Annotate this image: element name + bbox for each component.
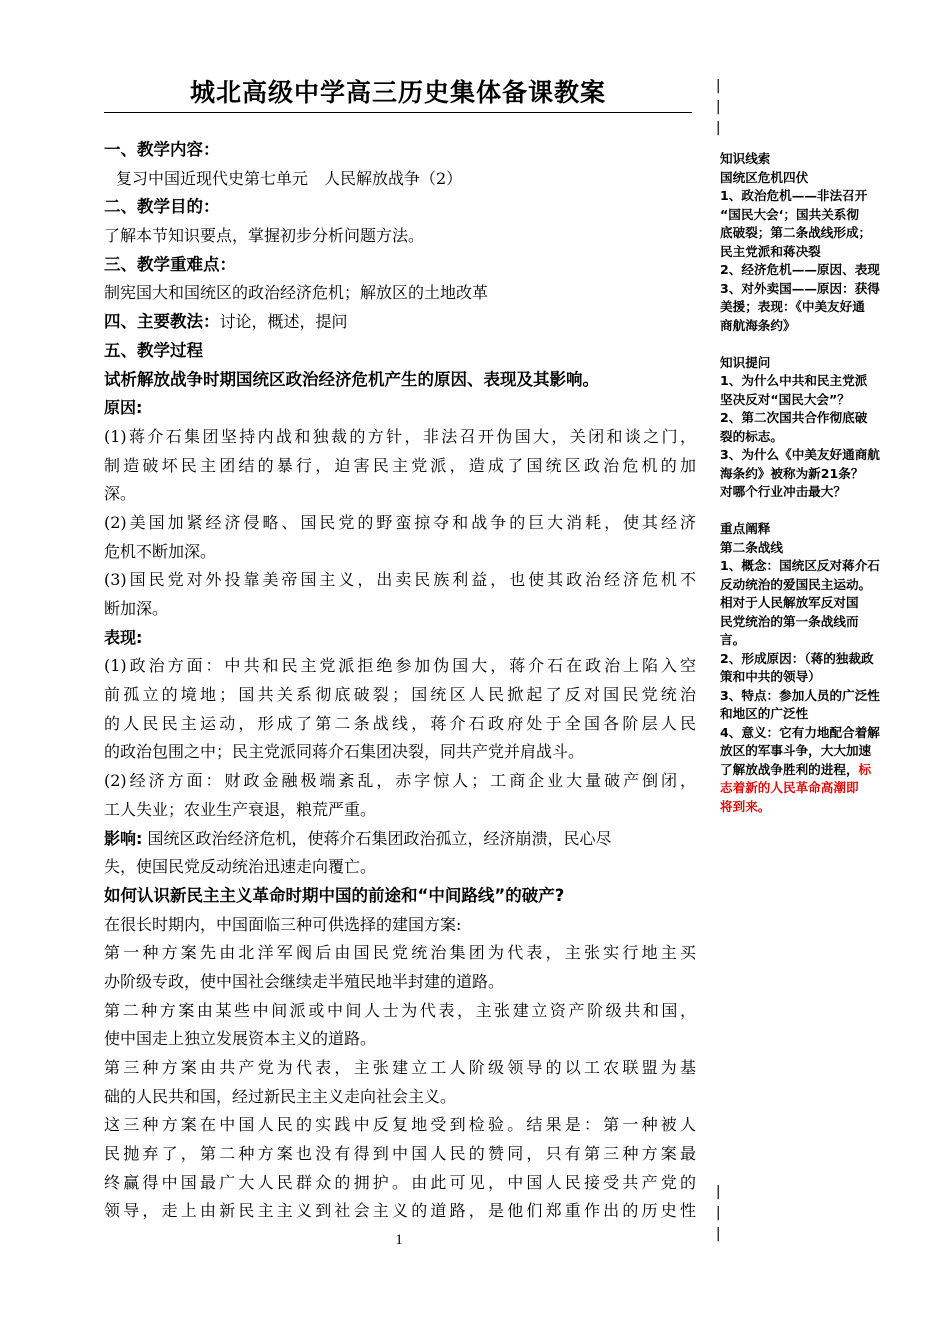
main-content xyxy=(104,136,696,1226)
knowledge-clue-subtitle: 国统区危机四伏 xyxy=(720,169,809,185)
clue-line-3: 底破裂；第二条战线形成； xyxy=(720,225,872,240)
politics-line-3: 的人民民主运动，形成了第二条战线，蒋介石政府处于全国各阶层人民 xyxy=(104,713,696,733)
plan-2-line-2: 使中国走上独立发展资本主义的道路。 xyxy=(104,1029,377,1049)
question-2: 如何认识新民主主义革命时期中国的前途和“中间路线”的破产? xyxy=(104,885,565,905)
section-4-body: 讨论，概述，提问 xyxy=(219,312,348,332)
conclusion-line-4: 领导，走上由新民主主义到社会主义的道路，是他们郑重作出的历史性 xyxy=(104,1201,696,1221)
cause-3-line-1: (3)国民党对外投靠美帝国主义，出卖民族利益，也使其政治经济危机不 xyxy=(104,570,696,590)
plan-3-line-1: 第三种方案由共产党为代表，主张建立工人阶级领导的以工农联盟为基 xyxy=(104,1058,696,1077)
key-line-13-highlight: 志着新的人民革命高潮即 xyxy=(720,780,859,795)
clue-line-4: 民主党派和蒋决裂 xyxy=(720,243,821,259)
economy-line-2: 工人失业；农业生产衰退，粮荒严重。 xyxy=(104,799,377,819)
effect-line-1 xyxy=(104,825,696,854)
key-line-3: 相对于人民解放军反对国 xyxy=(720,595,859,610)
clue-line-2: “国民大会‘；国共关系彻 xyxy=(720,206,859,222)
key-line-6: 2、形成原因：（蒋的独裁政 xyxy=(720,650,874,666)
spacer xyxy=(720,335,916,354)
title-underline xyxy=(104,112,692,113)
section-4-heading: 四、主要教法： xyxy=(104,312,220,332)
conclusion-line-3: 终赢得中国最广大人民群众的拥护。由此可见，中国人民接受共产党的 xyxy=(104,1172,696,1192)
cause-2-line-1: (2)美国加紧经济侵略、国民党的野蛮掠夺和战争的巨大消耗，使其经济 xyxy=(104,512,696,532)
key-line-12-text: 了解放战争胜利的进程， xyxy=(720,761,859,777)
question-line-2: 坚决反对“国民大会”？ xyxy=(720,391,850,407)
plan-1-line-2: 办阶级专政，使中国社会继续走半殖民地半封建的道路。 xyxy=(104,971,505,991)
effect-heading: 影响: xyxy=(104,828,143,848)
question-line-3: 2、第二次国共合作彻底破 xyxy=(720,410,868,425)
section-1-heading: 一、教学内容： xyxy=(104,140,220,159)
key-points-heading: 重点阐释 xyxy=(720,521,771,536)
key-line-14-highlight: 将到来。 xyxy=(720,798,771,814)
key-line-7: 策和中共的领导） xyxy=(720,669,821,684)
key-line-8: 3、特点：参加人员的广泛性 xyxy=(720,687,880,703)
plans-intro: 在很长时期内，中国面临三种可供选择的建国方案: xyxy=(104,914,462,934)
key-line-11: 放区的军事斗争，大大加速 xyxy=(720,743,872,758)
question-1: 试析解放战争时期国统区政治经济危机产生的原因、表现及其影响。 xyxy=(104,369,599,389)
key-line-4: 民党统治的第一条战线而 xyxy=(720,613,859,629)
margin-binding-line-top: | | | xyxy=(714,78,723,136)
key-line-12 xyxy=(720,761,916,780)
cause-1-line-3: 深。 xyxy=(104,484,137,504)
page-number: 1 xyxy=(395,1232,403,1248)
cause-1-line-1: (1)蒋介石集团坚持内战和独裁的方针，非法召开伪国大，关闭和谈之门， xyxy=(104,426,696,446)
section-2-body: 了解本节知识要点，掌握初步分析问题方法。 xyxy=(104,226,425,246)
spacer xyxy=(720,502,916,521)
plan-1-line-1: 第一种方案先由北洋军阀后由国民党统治集团为代表，主张实行地主买 xyxy=(104,943,696,963)
knowledge-questions-heading: 知识提问 xyxy=(720,354,771,370)
question-line-4: 裂的标志。 xyxy=(720,428,783,444)
margin-binding-line-bottom: | | | xyxy=(714,1184,723,1242)
clue-line-8: 商航海条约》 xyxy=(720,317,796,333)
question-line-5: 3、为什么《中美友好通商航 xyxy=(720,447,880,462)
key-line-5: 言。 xyxy=(720,632,746,647)
section-3-body: 制宪国大和国统区的政治经济危机；解放区的土地改革 xyxy=(104,283,489,303)
key-line-1: 1、概念：国统区反对蒋介石 xyxy=(720,558,880,573)
cause-3-line-2: 断加深。 xyxy=(104,599,169,618)
cause-heading: 原因: xyxy=(104,398,143,418)
key-line-9: 和地区的广泛性 xyxy=(720,706,809,721)
clue-line-7: 美援；表现：《中美友好通 xyxy=(720,299,865,314)
key-line-10: 4、意义：它有力地配合着解 xyxy=(720,724,880,740)
effect-text: 国统区政治经济危机，使蒋介石集团政治孤立，经济崩溃，民心尽 xyxy=(142,828,612,848)
plan-2-line-1: 第二种方案由某些中间派或中间人士为代表，主张建立资产阶级共和国， xyxy=(104,1000,696,1020)
politics-line-1: (1)政治方面：中共和民主党派拒绝参加伪国大，蒋介石在政治上陷入空 xyxy=(104,656,696,676)
cause-2-line-2: 危机不断加深。 xyxy=(104,541,217,561)
question-line-1: 1、为什么中共和民主党派 xyxy=(720,373,868,388)
politics-line-4: 的政治包围之中；民主党派同蒋介石集团决裂，同共产党并肩战斗。 xyxy=(104,742,585,762)
key-line-2: 反动统治的爱国民主运动。 xyxy=(720,576,872,592)
side-notes xyxy=(720,150,916,816)
clue-line-1: 1、政治危机——非法召开 xyxy=(720,188,868,203)
knowledge-clue-heading: 知识线索 xyxy=(720,151,771,166)
economy-line-1: (2)经济方面：财政金融极端紊乱，赤字惊人；工商企业大量破产倒闭， xyxy=(104,771,696,791)
key-points-subtitle: 第二条战线 xyxy=(720,539,783,555)
effect-line-2: 失，使国民党反动统治迅速走向覆亡。 xyxy=(104,857,377,877)
document-title: 城北高级中学高三历史集体备课教案 xyxy=(189,78,606,107)
cause-1-line-2: 制造破坏民主团结的暴行，迫害民主党派，造成了国统区政治危机的加 xyxy=(104,455,696,475)
section-4-line xyxy=(104,308,696,337)
section-5-heading: 五、教学过程 xyxy=(104,340,203,360)
question-line-6: 海条约》被称为新21条？ xyxy=(720,465,864,481)
question-line-7: 对哪个行业冲击最大？ xyxy=(720,484,846,499)
plan-3-line-2: 础的人民共和国，经过新民主主义走向社会主义。 xyxy=(104,1086,457,1106)
clue-line-6: 3、对外卖国——原因：获得 xyxy=(720,280,880,296)
manifestation-heading: 表现: xyxy=(104,627,143,647)
politics-line-2: 前孤立的境地；国共关系彻底破裂；国统区人民掀起了反对国民党统治 xyxy=(104,685,696,705)
key-line-12-highlight: 标 xyxy=(858,761,872,777)
section-1-body: 复习中国近现代史第七单元 人民解放战争（2） xyxy=(116,168,463,188)
conclusion-line-1: 这三种方案在中国人民的实践中反复地受到检验。结果是：第一种被人 xyxy=(104,1115,696,1135)
clue-line-5: 2、经济危机——原因、表现 xyxy=(720,262,880,277)
conclusion-line-2: 民抛弃了，第二种方案也没有得到中国人民的赞同，只有第三种方案最 xyxy=(104,1144,696,1164)
section-3-heading: 三、教学重难点： xyxy=(104,254,236,274)
section-2-heading: 二、教学目的： xyxy=(104,197,220,217)
